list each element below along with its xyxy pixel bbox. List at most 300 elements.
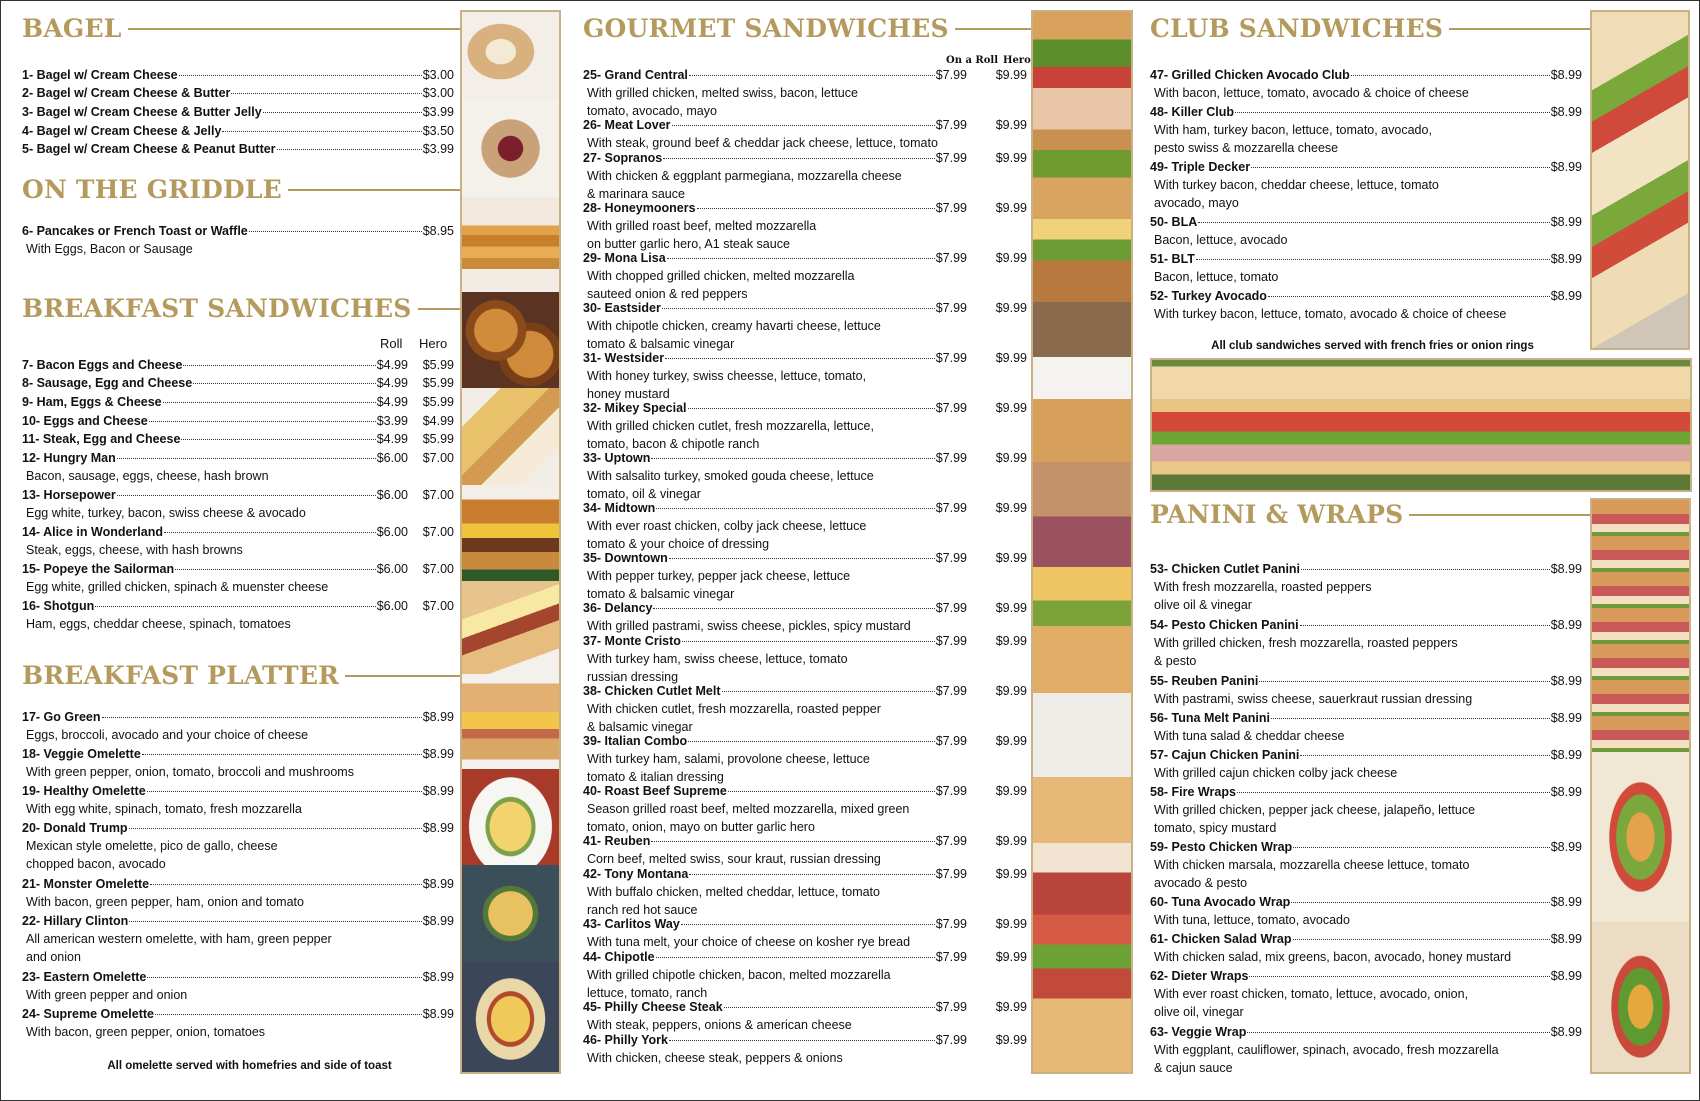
item-description: With grilled chicken, pepper jack cheese, jalapeño, lettuce tomato, spicy mustard bbox=[1154, 803, 1476, 835]
gourmet-hero-column-header: Hero bbox=[1003, 55, 1031, 66]
roll-price: $7.99 bbox=[935, 684, 967, 698]
item-description: With salsalito turkey, smoked gouda cheese, lettuce tomato, oil & vinegar bbox=[587, 469, 874, 501]
menu-item bbox=[22, 877, 454, 892]
roll-price: $6.00 bbox=[376, 525, 408, 539]
dot-leader bbox=[277, 149, 422, 150]
item-name: 17- Go Green bbox=[22, 710, 101, 724]
roll-price: $6.00 bbox=[376, 488, 408, 502]
item-name: 44- Chipotle bbox=[583, 950, 655, 964]
item-name: 36- Delancy bbox=[583, 601, 653, 615]
item-description: With chicken & eggplant parmegiana, mozzarella cheese & marinara sauce bbox=[587, 169, 902, 201]
item-name: 32- Mikey Special bbox=[583, 401, 687, 415]
item-name: 57- Cajun Chicken Panini bbox=[1150, 748, 1300, 762]
menu-item bbox=[22, 562, 454, 577]
item-description: With grilled chicken, melted swiss, bacon, lettuce tomato, avocado, mayo bbox=[587, 86, 858, 118]
hero-price: $9.99 bbox=[995, 118, 1027, 132]
item-description: With chicken salad, mix greens, bacon, avocado, honey mustard bbox=[1154, 950, 1512, 964]
menu-item bbox=[583, 501, 1027, 516]
menu-item bbox=[583, 451, 1027, 466]
item-description: With green pepper and onion bbox=[26, 988, 188, 1002]
dot-leader bbox=[263, 112, 422, 113]
hero-price: $9.99 bbox=[995, 201, 1027, 215]
item-description: With pastrami, swiss cheese, sauerkraut russian dressing bbox=[1154, 692, 1473, 706]
dot-leader bbox=[722, 691, 935, 692]
pancakes-photo bbox=[462, 197, 559, 292]
roll-price: $6.00 bbox=[376, 562, 408, 576]
item-description: With bacon, lettuce, tomato, avocado & choice of cheese bbox=[1154, 86, 1469, 100]
hero-price: $9.99 bbox=[995, 351, 1027, 365]
item-name: 1- Bagel w/ Cream Cheese bbox=[22, 68, 178, 82]
item-description: With Eggs, Bacon or Sausage bbox=[26, 242, 193, 256]
hero-price: $5.99 bbox=[422, 395, 454, 409]
menu-item bbox=[583, 834, 1027, 849]
dot-leader bbox=[688, 408, 935, 409]
dot-leader bbox=[656, 957, 935, 958]
dot-leader bbox=[102, 717, 422, 718]
roll-price: $7.99 bbox=[935, 784, 967, 798]
menu-item bbox=[22, 451, 454, 466]
dot-leader bbox=[1291, 902, 1549, 903]
item-price: $3.50 bbox=[422, 124, 454, 138]
item-name: 18- Veggie Omelette bbox=[22, 747, 141, 761]
dot-leader bbox=[663, 158, 935, 159]
hero-price: $7.00 bbox=[422, 525, 454, 539]
menu-item bbox=[583, 201, 1027, 216]
roll-price: $7.99 bbox=[935, 301, 967, 315]
omelette-plate-photo bbox=[462, 769, 559, 865]
item-name: 11- Steak, Egg and Cheese bbox=[22, 432, 181, 446]
chicken-wrap-photo bbox=[1592, 752, 1689, 922]
item-price: $8.99 bbox=[1550, 68, 1582, 82]
item-price: $8.99 bbox=[1550, 618, 1582, 632]
dot-leader bbox=[1249, 976, 1549, 977]
item-description: Corn beef, melted swiss, sour kraut, russian dressing bbox=[587, 852, 881, 866]
dot-leader bbox=[728, 791, 935, 792]
hero-price: $9.99 bbox=[995, 501, 1027, 515]
item-name: 5- Bagel w/ Cream Cheese & Peanut Butter bbox=[22, 142, 276, 156]
hero-price: $7.00 bbox=[422, 451, 454, 465]
club-heading bbox=[1150, 14, 1590, 43]
item-name: 31- Westsider bbox=[583, 351, 665, 365]
menu-item bbox=[583, 551, 1027, 566]
dot-leader bbox=[193, 383, 376, 384]
menu-item bbox=[22, 821, 454, 836]
dot-leader bbox=[681, 924, 935, 925]
item-name: 2- Bagel w/ Cream Cheese & Butter bbox=[22, 86, 231, 100]
item-price: $8.99 bbox=[422, 970, 454, 984]
item-description: With buffalo chicken, melted cheddar, lettuce, tomato ranch red hot sauce bbox=[587, 885, 880, 917]
item-description: With fresh mozzarella, roasted peppers olive oil & vinegar bbox=[1154, 580, 1372, 612]
item-description: With ever roast chicken, colby jack cheese, lettuce tomato & your choice of dressing bbox=[587, 519, 867, 551]
menu-item bbox=[583, 68, 1027, 83]
veggie-wrap-photo bbox=[1592, 922, 1689, 1074]
roll-column-header: Roll bbox=[380, 336, 403, 351]
menu-item bbox=[583, 917, 1027, 932]
item-description: With honey turkey, swiss cheesse, lettuce, tomato, honey mustard bbox=[587, 369, 867, 401]
sub-sandwich-photo bbox=[1150, 358, 1692, 492]
item-price: $8.99 bbox=[422, 877, 454, 891]
item-price: $3.99 bbox=[422, 142, 454, 156]
item-description: Season grilled roast beef, melted mozzarella, mixed green tomato, onion, mayo on butter garlic hero bbox=[587, 802, 910, 834]
menu-item bbox=[22, 1007, 454, 1022]
item-name: 56- Tuna Melt Panini bbox=[1150, 711, 1270, 725]
omelette-closeup-photo bbox=[462, 962, 559, 1074]
item-name: 24- Supreme Omelette bbox=[22, 1007, 154, 1021]
dot-leader bbox=[142, 754, 422, 755]
menu-item bbox=[1150, 252, 1582, 267]
hero-price: $9.99 bbox=[995, 68, 1027, 82]
hero-price: $5.99 bbox=[422, 432, 454, 446]
item-price: $3.00 bbox=[422, 68, 454, 82]
roll-price: $7.99 bbox=[935, 551, 967, 565]
hero-price: $9.99 bbox=[995, 401, 1027, 415]
dot-leader bbox=[1300, 625, 1550, 626]
roll-price: $3.99 bbox=[376, 414, 408, 428]
dot-leader bbox=[1198, 222, 1549, 223]
menu-item bbox=[1150, 932, 1582, 947]
dot-leader bbox=[175, 569, 376, 570]
menu-item bbox=[1150, 969, 1582, 984]
roll-price: $7.99 bbox=[935, 634, 967, 648]
hero-price: $4.99 bbox=[422, 414, 454, 428]
item-name: 27- Sopranos bbox=[583, 151, 663, 165]
hero-price: $9.99 bbox=[995, 917, 1027, 931]
dot-leader bbox=[672, 125, 935, 126]
dot-leader bbox=[129, 921, 421, 922]
menu-item bbox=[22, 432, 454, 447]
dot-leader bbox=[697, 208, 935, 209]
roast-beef-hero-photo bbox=[1033, 357, 1131, 777]
item-name: 43- Carlitos Way bbox=[583, 917, 680, 931]
dot-leader bbox=[1268, 296, 1550, 297]
roll-price: $6.00 bbox=[376, 599, 408, 613]
menu-item bbox=[583, 950, 1027, 965]
dot-leader bbox=[231, 93, 421, 94]
roll-price: $7.99 bbox=[935, 834, 967, 848]
roll-price: $7.99 bbox=[935, 950, 967, 964]
menu-item bbox=[22, 376, 454, 391]
item-name: 58- Fire Wraps bbox=[1150, 785, 1236, 799]
menu-item bbox=[583, 1033, 1027, 1048]
item-price: $8.99 bbox=[1550, 895, 1582, 909]
item-name: 22- Hillary Clinton bbox=[22, 914, 129, 928]
item-description: With pepper turkey, pepper jack cheese, lettuce tomato & balsamic vinegar bbox=[587, 569, 851, 601]
item-description: With tuna salad & cheddar cheese bbox=[1154, 729, 1345, 743]
breakfast-photo-strip bbox=[460, 10, 561, 1074]
menu-item bbox=[22, 395, 454, 410]
dot-leader bbox=[651, 458, 934, 459]
hero-price: $7.00 bbox=[422, 562, 454, 576]
item-description: With chicken cutlet, fresh mozzarella, roasted pepper & balsamic vinegar bbox=[587, 702, 881, 734]
menu-item bbox=[583, 684, 1027, 699]
dot-leader bbox=[653, 608, 934, 609]
griddle-title: ON THE GRIDDLE bbox=[22, 175, 282, 204]
item-price: $8.99 bbox=[422, 821, 454, 835]
hero-price: $9.99 bbox=[995, 1000, 1027, 1014]
item-price: $8.99 bbox=[1550, 748, 1582, 762]
item-price: $8.99 bbox=[422, 914, 454, 928]
menu-item bbox=[583, 734, 1027, 749]
item-name: 55- Reuben Panini bbox=[1150, 674, 1259, 688]
item-description: With ham, turkey bacon, lettuce, tomato, avocado, pesto swiss & mozzarella cheese bbox=[1154, 123, 1432, 155]
menu-item bbox=[22, 747, 454, 762]
item-description: All american western omelette, with ham, green pepper and onion bbox=[26, 932, 332, 964]
menu-item bbox=[1150, 674, 1582, 689]
hero-column-header: Hero bbox=[419, 336, 448, 351]
roll-price: $7.99 bbox=[935, 351, 967, 365]
menu-item bbox=[22, 105, 454, 120]
item-description: With steak, peppers, onions & american cheese bbox=[587, 1018, 852, 1032]
item-description: With turkey bacon, lettuce, tomato, avocado & choice of cheese bbox=[1154, 307, 1507, 321]
item-name: 19- Healthy Omelette bbox=[22, 784, 146, 798]
dot-leader bbox=[669, 1040, 935, 1041]
item-description: Bacon, lettuce, tomato bbox=[1154, 270, 1279, 284]
dot-leader bbox=[155, 1014, 422, 1015]
item-description: Egg white, turkey, bacon, swiss cheese & avocado bbox=[26, 506, 306, 520]
item-price: $8.99 bbox=[1550, 289, 1582, 303]
dot-leader bbox=[163, 402, 376, 403]
hero-price: $9.99 bbox=[995, 301, 1027, 315]
item-name: 4- Bagel w/ Cream Cheese & Jelly bbox=[22, 124, 222, 138]
item-price: $8.99 bbox=[1550, 840, 1582, 854]
hero-price: $9.99 bbox=[995, 601, 1027, 615]
dot-leader bbox=[688, 741, 935, 742]
hero-price: $7.00 bbox=[422, 599, 454, 613]
item-price: $8.99 bbox=[422, 784, 454, 798]
item-name: 60- Tuna Avocado Wrap bbox=[1150, 895, 1291, 909]
menu-item bbox=[1150, 562, 1582, 577]
breakfast-sandwiches-title: BREAKFAST SANDWICHES bbox=[22, 294, 412, 323]
item-name: 7- Bacon Eggs and Cheese bbox=[22, 358, 183, 372]
menu-item bbox=[1150, 105, 1582, 120]
roll-price: $7.99 bbox=[935, 251, 967, 265]
gourmet-title: GOURMET SANDWICHES bbox=[583, 14, 949, 43]
item-price: $8.99 bbox=[1550, 1025, 1582, 1039]
italian-hero-photo bbox=[1033, 777, 1131, 1074]
item-name: 53- Chicken Cutlet Panini bbox=[1150, 562, 1301, 576]
item-name: 9- Ham, Eggs & Cheese bbox=[22, 395, 162, 409]
menu-item bbox=[22, 142, 454, 157]
menu-item bbox=[583, 151, 1027, 166]
dot-leader bbox=[164, 532, 376, 533]
item-name: 35- Downtown bbox=[583, 551, 668, 565]
dot-leader bbox=[1251, 167, 1550, 168]
hero-price: $9.99 bbox=[995, 451, 1027, 465]
item-description: With grilled chipotle chicken, bacon, melted mozzarella lettuce, tomato, ranch bbox=[587, 968, 891, 1000]
dot-leader bbox=[181, 439, 375, 440]
panini-wrap-photo-strip bbox=[1590, 498, 1691, 1074]
menu-item bbox=[1150, 289, 1582, 304]
hero-price: $9.99 bbox=[995, 251, 1027, 265]
dot-leader bbox=[1259, 681, 1549, 682]
dot-leader bbox=[1351, 75, 1550, 76]
roll-price: $7.99 bbox=[935, 68, 967, 82]
item-description: With turkey ham, swiss cheese, lettuce, tomato russian dressing bbox=[587, 652, 848, 684]
hero-price: $9.99 bbox=[995, 684, 1027, 698]
item-price: $8.99 bbox=[1550, 674, 1582, 688]
dot-leader bbox=[1196, 259, 1550, 260]
item-description: With turkey ham, salami, provolone cheese, lettuce tomato & italian dressing bbox=[587, 752, 870, 784]
item-description: Steak, eggs, cheese, with hash browns bbox=[26, 543, 243, 557]
dot-leader bbox=[1300, 755, 1549, 756]
menu-item bbox=[22, 224, 454, 239]
item-name: 50- BLA bbox=[1150, 215, 1198, 229]
item-price: $3.99 bbox=[422, 105, 454, 119]
item-price: $3.00 bbox=[422, 86, 454, 100]
item-price: $8.99 bbox=[1550, 562, 1582, 576]
dot-leader bbox=[150, 884, 422, 885]
dot-leader bbox=[179, 75, 422, 76]
breakfast-sandwiches-heading bbox=[22, 294, 462, 323]
menu-item bbox=[1150, 618, 1582, 633]
bagel-heading bbox=[22, 14, 462, 43]
dot-leader bbox=[183, 365, 375, 366]
item-price: $8.99 bbox=[1550, 160, 1582, 174]
egg-muffin-photo bbox=[462, 674, 559, 769]
club-sandwich-photo bbox=[1590, 10, 1690, 350]
item-price: $8.99 bbox=[1550, 215, 1582, 229]
menu-item bbox=[583, 251, 1027, 266]
menu-item bbox=[1150, 895, 1582, 910]
item-name: 14- Alice in Wonderland bbox=[22, 525, 163, 539]
hero-price: $9.99 bbox=[995, 551, 1027, 565]
menu-item bbox=[22, 599, 454, 614]
item-description: With green pepper, onion, tomato, broccoli and mushrooms bbox=[26, 765, 354, 779]
breakfast-platter-title: BREAKFAST PLATTER bbox=[22, 661, 340, 690]
menu-item bbox=[1150, 68, 1582, 83]
item-description: With turkey bacon, cheddar cheese, lettuce, tomato avocado, mayo bbox=[1154, 178, 1439, 210]
roll-price: $7.99 bbox=[935, 401, 967, 415]
menu-item bbox=[1150, 160, 1582, 175]
dot-leader bbox=[656, 508, 935, 509]
menu-item bbox=[1150, 785, 1582, 800]
dot-leader bbox=[222, 131, 421, 132]
breakfast-platter-heading bbox=[22, 661, 462, 690]
item-description: Bacon, sausage, eggs, cheese, hash brown bbox=[26, 469, 269, 483]
item-name: 3- Bagel w/ Cream Cheese & Butter Jelly bbox=[22, 105, 262, 119]
menu-item bbox=[22, 970, 454, 985]
menu-item bbox=[22, 124, 454, 139]
hero-price: $9.99 bbox=[995, 834, 1027, 848]
hero-price: $9.99 bbox=[995, 734, 1027, 748]
item-description: With grilled roast beef, melted mozzarella on butter garlic hero, A1 steak sauce bbox=[587, 219, 817, 251]
dot-leader bbox=[1237, 792, 1550, 793]
item-name: 29- Mona Lisa bbox=[583, 251, 666, 265]
roll-price: $4.99 bbox=[376, 395, 408, 409]
menu-item bbox=[22, 68, 454, 83]
on-a-roll-column-header: On a Roll bbox=[946, 55, 999, 66]
item-name: 26- Meat Lover bbox=[583, 118, 671, 132]
menu-item bbox=[583, 351, 1027, 366]
hero-price: $7.00 bbox=[422, 488, 454, 502]
item-price: $8.99 bbox=[1550, 711, 1582, 725]
dot-leader bbox=[665, 358, 935, 359]
dot-leader bbox=[689, 874, 934, 875]
item-price: $8.99 bbox=[1550, 252, 1582, 266]
dot-leader bbox=[117, 458, 376, 459]
sandwich-photo-strip bbox=[1031, 10, 1133, 1074]
breakfast-wrap-photo bbox=[462, 388, 559, 485]
item-description: With ever roast chicken, tomato, lettuce, avocado, onion, olive oil, vinegar bbox=[1154, 987, 1469, 1019]
roll-price: $4.99 bbox=[376, 376, 408, 390]
item-name: 28- Honeymooners bbox=[583, 201, 696, 215]
dot-leader bbox=[682, 641, 935, 642]
item-description: With egg white, spinach, tomato, fresh mozzarella bbox=[26, 802, 302, 816]
menu-item bbox=[583, 301, 1027, 316]
roll-price: $7.99 bbox=[935, 151, 967, 165]
menu-item bbox=[22, 358, 454, 373]
french-toast-photo bbox=[462, 292, 559, 388]
item-description: Egg white, grilled chicken, spinach & muenster cheese bbox=[26, 580, 329, 594]
roll-price: $7.99 bbox=[935, 501, 967, 515]
item-price: $8.99 bbox=[422, 1007, 454, 1021]
bagel-photo bbox=[462, 12, 559, 100]
omelette-herbs-photo bbox=[462, 865, 559, 962]
menu-item bbox=[22, 914, 454, 929]
dot-leader bbox=[149, 421, 376, 422]
item-name: 38- Chicken Cutlet Melt bbox=[583, 684, 721, 698]
item-name: 13- Horsepower bbox=[22, 488, 116, 502]
item-name: 51- BLT bbox=[1150, 252, 1195, 266]
roll-price: $7.99 bbox=[935, 734, 967, 748]
roll-price: $7.99 bbox=[935, 451, 967, 465]
dot-leader bbox=[1271, 718, 1550, 719]
item-description: With chicken, cheese steak, peppers & onions bbox=[587, 1051, 843, 1065]
item-name: 63- Veggie Wrap bbox=[1150, 1025, 1247, 1039]
dot-leader bbox=[689, 75, 935, 76]
item-name: 8- Sausage, Egg and Cheese bbox=[22, 376, 193, 390]
bagel-jelly-photo bbox=[462, 100, 559, 197]
item-description: With steak, ground beef & cheddar jack cheese, lettuce, tomato bbox=[587, 136, 938, 150]
menu-item bbox=[583, 118, 1027, 133]
dot-leader bbox=[667, 258, 935, 259]
item-description: With chopped grilled chicken, melted mozzarella sauteed onion & red peppers bbox=[587, 269, 855, 301]
item-name: 59- Pesto Chicken Wrap bbox=[1150, 840, 1293, 854]
menu-item bbox=[1150, 748, 1582, 763]
dot-leader bbox=[724, 1007, 935, 1008]
dot-leader bbox=[651, 841, 934, 842]
item-name: 61- Chicken Salad Wrap bbox=[1150, 932, 1292, 946]
menu-item bbox=[22, 86, 454, 101]
roll-price: $7.99 bbox=[935, 1033, 967, 1047]
item-description: With grilled cajun chicken colby jack cheese bbox=[1154, 766, 1398, 780]
club-note: All club sandwiches served with french fries or onion rings bbox=[1211, 340, 1534, 352]
roll-price: $6.00 bbox=[376, 451, 408, 465]
dot-leader bbox=[147, 791, 422, 792]
menu-item bbox=[1150, 215, 1582, 230]
roll-price: $4.99 bbox=[376, 358, 408, 372]
item-name: 10- Eggs and Cheese bbox=[22, 414, 148, 428]
hero-price: $9.99 bbox=[995, 950, 1027, 964]
hero-price: $9.99 bbox=[995, 634, 1027, 648]
item-name: 23- Eastern Omelette bbox=[22, 970, 147, 984]
menu-item bbox=[583, 401, 1027, 416]
item-name: 45- Philly Cheese Steak bbox=[583, 1000, 723, 1014]
item-name: 20- Donald Trump bbox=[22, 821, 128, 835]
hero-price: $5.99 bbox=[422, 358, 454, 372]
hero-price: $9.99 bbox=[995, 151, 1027, 165]
dot-leader bbox=[1293, 847, 1550, 848]
item-description: With tuna, lettuce, tomato, avocado bbox=[1154, 913, 1350, 927]
item-description: Eggs, broccoli, avocado and your choice of cheese bbox=[26, 728, 309, 742]
menu-item bbox=[583, 634, 1027, 649]
menu-item bbox=[22, 488, 454, 503]
dot-leader bbox=[1293, 939, 1550, 940]
item-description: With grilled chicken cutlet, fresh mozzarella, lettuce, tomato, bacon & chipotle ranch bbox=[587, 419, 874, 451]
bacon-egg-sandwich-photo bbox=[462, 581, 559, 674]
roll-price: $7.99 bbox=[935, 201, 967, 215]
item-name: 34- Midtown bbox=[583, 501, 656, 515]
